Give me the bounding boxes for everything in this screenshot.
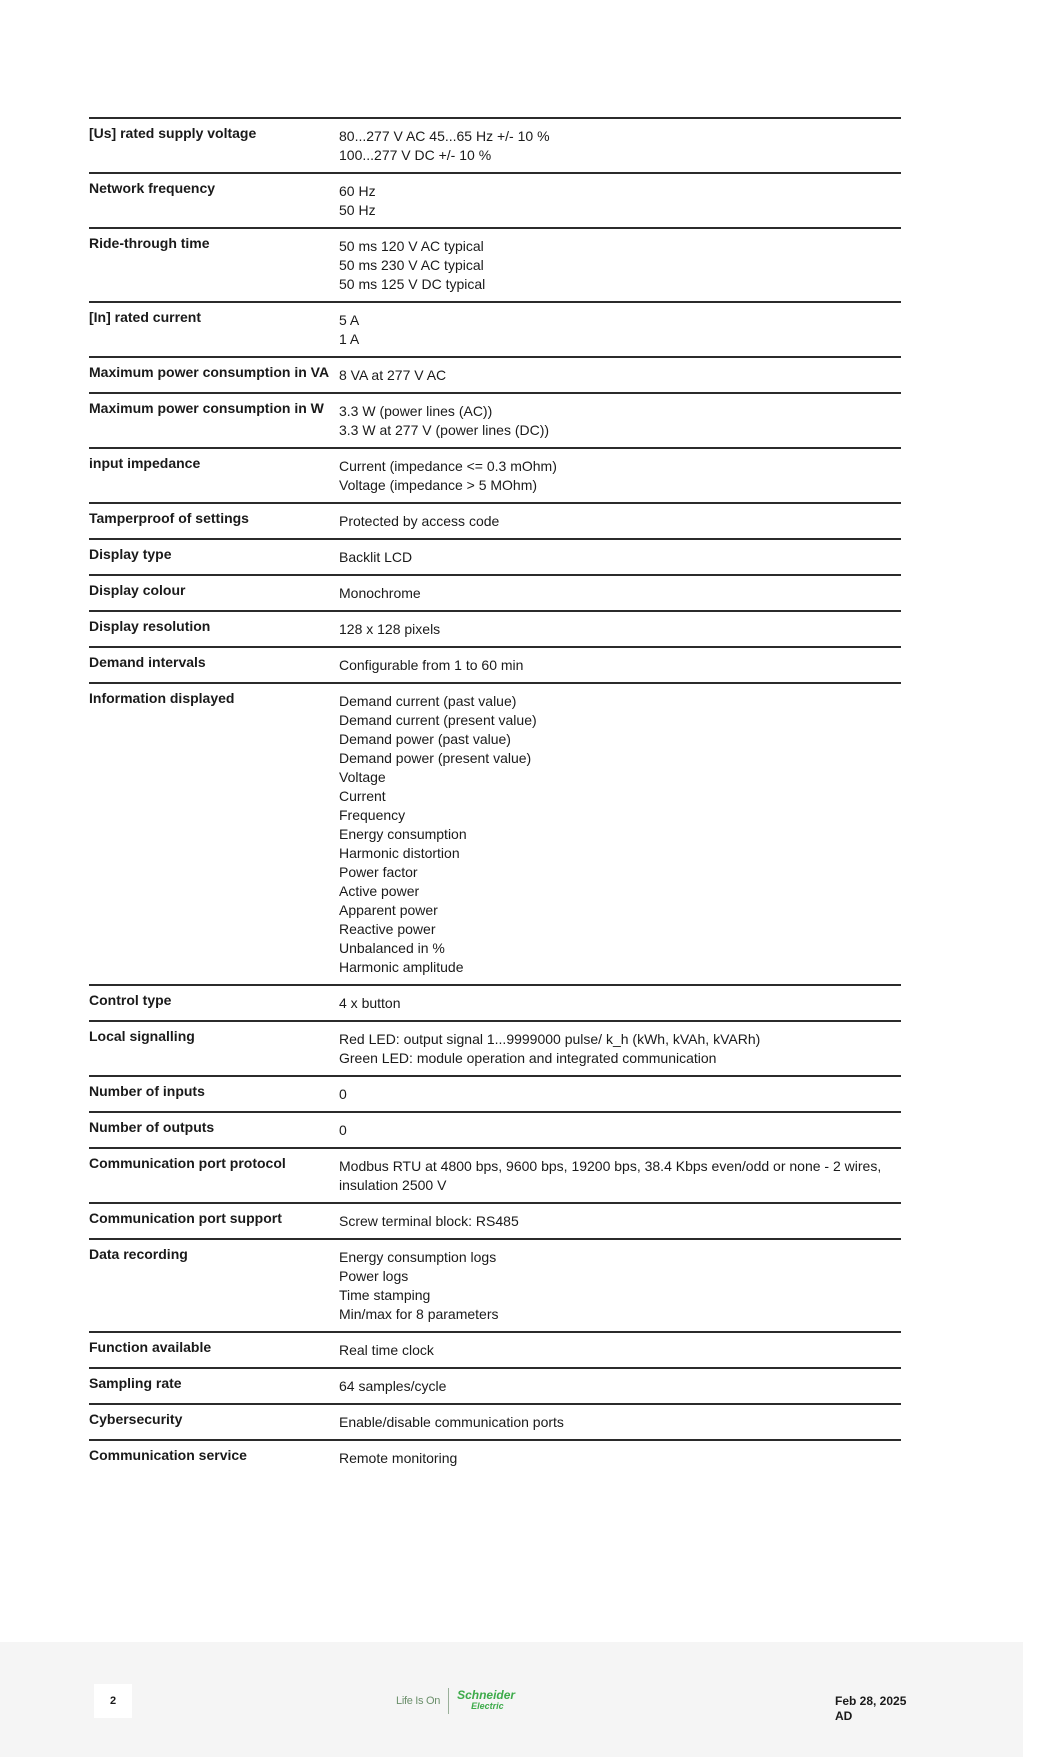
spec-value: Harmonic amplitude [339, 959, 464, 975]
spec-value: Screw terminal block: RS485 [339, 1213, 519, 1229]
spec-row [89, 502, 901, 538]
spec-row [89, 172, 901, 227]
spec-row [89, 610, 901, 646]
spec-table [89, 117, 901, 1475]
spec-value: Power factor [339, 864, 418, 880]
spec-value: 64 samples/cycle [339, 1378, 447, 1394]
spec-value: 3.3 W (power lines (AC)) [339, 403, 493, 419]
spec-value: Backlit LCD [339, 549, 413, 565]
spec-values [339, 1411, 901, 1432]
spec-row [89, 117, 901, 172]
spec-value: Voltage [339, 769, 386, 785]
document-code: AD [835, 1709, 853, 1723]
spec-value: Enable/disable communication ports [339, 1414, 564, 1430]
spec-row [89, 682, 901, 984]
spec-value: Unbalanced in % [339, 940, 445, 956]
spec-label: Communication port protocol [89, 1155, 286, 1171]
spec-value: Real time clock [339, 1342, 434, 1358]
spec-values [339, 618, 901, 639]
spec-values [339, 1210, 901, 1231]
spec-row [89, 1202, 901, 1238]
spec-values [339, 1375, 901, 1396]
spec-value: 3.3 W at 277 V (power lines (DC)) [339, 422, 550, 438]
spec-label: Maximum power consumption in W [89, 400, 324, 416]
spec-label: Function available [89, 1339, 212, 1355]
spec-row [89, 356, 901, 392]
spec-label: Cybersecurity [89, 1411, 183, 1427]
spec-value: Remote monitoring [339, 1450, 458, 1466]
brand-sub: Electric [471, 1701, 504, 1711]
spec-value: Green LED: module operation and integrated communication [339, 1050, 717, 1066]
spec-value: Demand current (present value) [339, 712, 537, 728]
spec-row [89, 574, 901, 610]
spec-value: 128 x 128 pixels [339, 621, 441, 637]
spec-values [339, 1339, 901, 1360]
spec-value: Current (impedance <= 0.3 mOhm) [339, 458, 557, 474]
spec-value: Harmonic distortion [339, 845, 460, 861]
spec-row [89, 984, 901, 1020]
spec-value: Reactive power [339, 921, 436, 937]
spec-values [339, 546, 901, 567]
spec-row [89, 1331, 901, 1367]
spec-label: [Us] rated supply voltage [89, 125, 257, 141]
spec-row [89, 646, 901, 682]
document-date: Feb 28, 2025 [835, 1694, 907, 1708]
spec-label: input impedance [89, 455, 201, 471]
spec-values [339, 510, 901, 531]
spec-value: 8 VA at 277 V AC [339, 367, 447, 383]
spec-row [89, 392, 901, 447]
spec-value: Min/max for 8 parameters [339, 1306, 499, 1322]
schneider-electric-logo [396, 1686, 515, 1716]
spec-values [339, 654, 901, 675]
spec-value: Energy consumption [339, 826, 467, 842]
spec-row [89, 538, 901, 574]
spec-values [339, 400, 901, 440]
spec-values [339, 309, 901, 349]
spec-values [339, 992, 901, 1013]
spec-row [89, 227, 901, 301]
spec-label: Information displayed [89, 690, 235, 706]
footer-meta [835, 1694, 906, 1724]
page-footer [0, 1642, 1023, 1757]
page-number: 2 [94, 1684, 132, 1718]
spec-values [339, 690, 901, 977]
spec-value: Modbus RTU at 4800 bps, 9600 bps, 19200 bps, 38.4 Kbps even/odd or none - 2 wires, insulation 2500 V [339, 1158, 882, 1193]
spec-values [339, 364, 901, 385]
spec-label: Local signalling [89, 1028, 195, 1044]
spec-value: Voltage (impedance > 5 MOhm) [339, 477, 538, 493]
spec-label: Demand intervals [89, 654, 206, 670]
logo-divider [448, 1688, 449, 1714]
spec-label: Number of outputs [89, 1119, 215, 1135]
spec-row [89, 1020, 901, 1075]
spec-label: [In] rated current [89, 309, 202, 325]
spec-label: Data recording [89, 1246, 188, 1262]
logo-tagline: Life Is On [396, 1695, 441, 1707]
spec-value: 50 Hz [339, 202, 376, 218]
spec-label: Ride-through time [89, 235, 210, 251]
spec-row [89, 1111, 901, 1147]
spec-label: Maximum power consumption in VA [89, 364, 330, 380]
brand-wordmark [457, 1690, 515, 1712]
spec-row [89, 1238, 901, 1331]
spec-values [339, 1083, 901, 1104]
spec-value: 0 [339, 1086, 347, 1102]
spec-row [89, 1439, 901, 1475]
spec-label: Display resolution [89, 618, 211, 634]
spec-label: Communication service [89, 1447, 247, 1463]
spec-value: Time stamping [339, 1287, 431, 1303]
spec-values [339, 125, 901, 165]
spec-label: Control type [89, 992, 172, 1008]
spec-row [89, 1075, 901, 1111]
spec-row [89, 1403, 901, 1439]
spec-values [339, 1447, 901, 1468]
spec-label: Display type [89, 546, 172, 562]
spec-row [89, 1147, 901, 1202]
spec-value: Active power [339, 883, 420, 899]
spec-value: Protected by access code [339, 513, 500, 529]
spec-values [339, 1155, 901, 1195]
spec-value: Power logs [339, 1268, 409, 1284]
spec-values [339, 1119, 901, 1140]
spec-value: 80...277 V AC 45...65 Hz +/- 10 % [339, 128, 550, 144]
spec-row [89, 1367, 901, 1403]
spec-value: 100...277 V DC +/- 10 % [339, 147, 492, 163]
spec-value: 60 Hz [339, 183, 376, 199]
spec-value: Configurable from 1 to 60 min [339, 657, 524, 673]
spec-label: Number of inputs [89, 1083, 205, 1099]
spec-label: Tamperproof of settings [89, 510, 249, 526]
spec-value: Apparent power [339, 902, 438, 918]
spec-value: Demand current (past value) [339, 693, 517, 709]
spec-value: 1 A [339, 331, 360, 347]
spec-value: Frequency [339, 807, 406, 823]
spec-value: 50 ms 230 V AC typical [339, 257, 484, 273]
spec-value: Demand power (present value) [339, 750, 532, 766]
spec-value: 4 x button [339, 995, 401, 1011]
spec-row [89, 301, 901, 356]
spec-values [339, 1028, 901, 1068]
spec-values [339, 582, 901, 603]
brand-name: Schneider [457, 1688, 516, 1702]
spec-value: Monochrome [339, 585, 421, 601]
spec-value: 5 A [339, 312, 360, 328]
spec-value: Energy consumption logs [339, 1249, 497, 1265]
spec-value: 50 ms 120 V AC typical [339, 238, 484, 254]
spec-value: Red LED: output signal 1...9999000 pulse/ k_h (kWh, kVAh, kVARh) [339, 1031, 761, 1047]
spec-values [339, 1246, 901, 1324]
spec-value: Demand power (past value) [339, 731, 511, 747]
spec-label: Communication port support [89, 1210, 282, 1226]
spec-label: Display colour [89, 582, 186, 598]
spec-values [339, 235, 901, 294]
spec-value: Current [339, 788, 386, 804]
spec-values [339, 180, 901, 220]
spec-label: Sampling rate [89, 1375, 182, 1391]
spec-value: 50 ms 125 V DC typical [339, 276, 486, 292]
spec-value: 0 [339, 1122, 347, 1138]
spec-values [339, 455, 901, 495]
spec-row [89, 447, 901, 502]
spec-label: Network frequency [89, 180, 216, 196]
